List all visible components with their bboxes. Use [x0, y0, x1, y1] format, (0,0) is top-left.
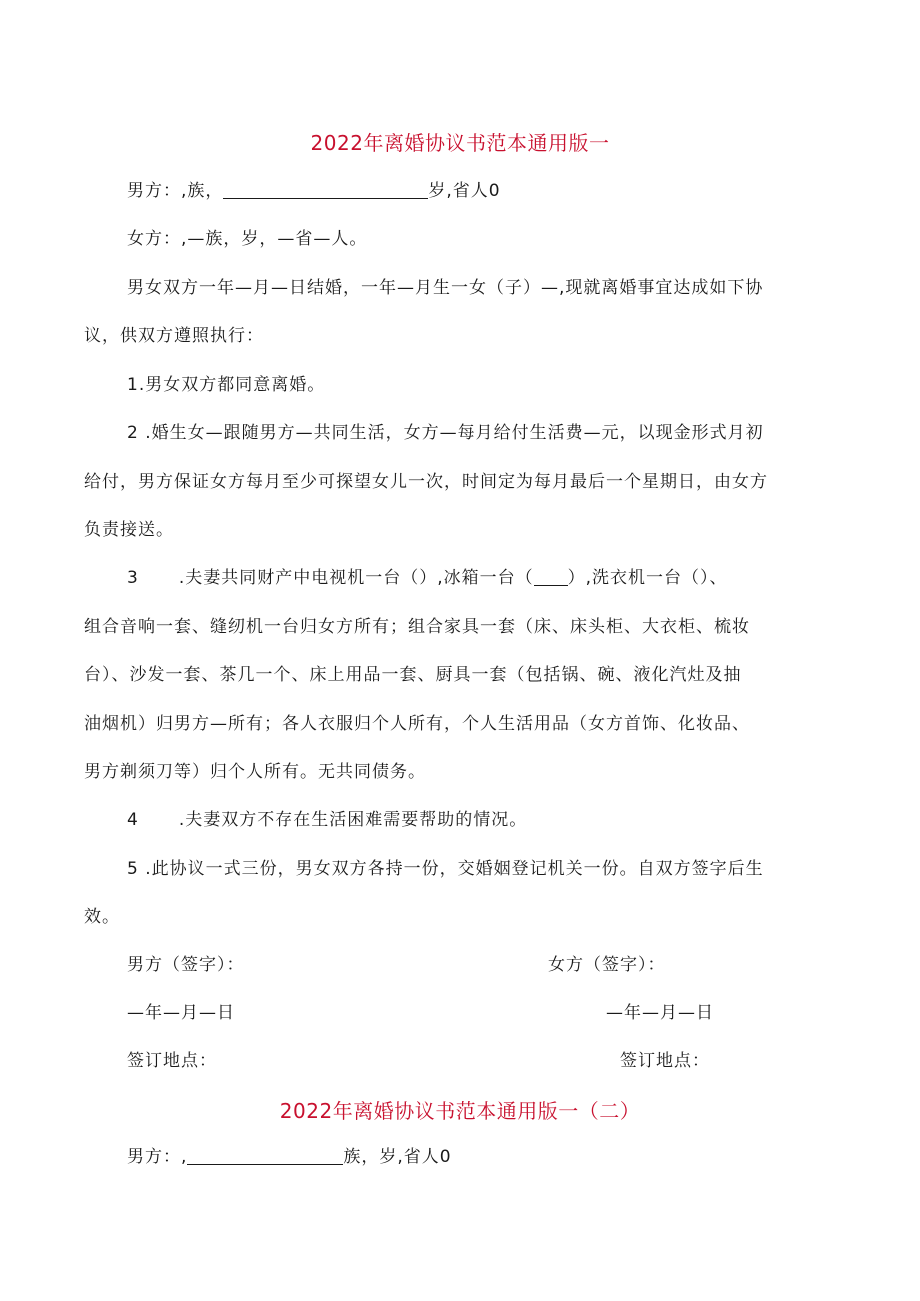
male-sign-date: —年—月—日: [127, 1003, 235, 1023]
clause-5-line-2: 效。: [84, 907, 120, 927]
clause-1: 1.男女双方都同意离婚。: [127, 375, 326, 395]
second-male-party-line: [127, 1142, 452, 1167]
clause-4: [127, 805, 527, 830]
clause-3-line-3: 台）、沙发一套、茶几一个、床上用品一套、厨具一套（包括锅、碗、液化汽灶及抽: [84, 665, 742, 685]
male-party-prefix: 男方：,族，: [127, 181, 224, 201]
male-party-line: [127, 176, 501, 201]
clause-3-number: 3: [127, 568, 139, 588]
clause-3-line-4: 油烟机）归男方—所有；各人衣服归个人所有，个人生活用品（女方首饰、化妆品、: [84, 714, 750, 734]
document-title: 2022年离婚协议书范本通用版一: [310, 131, 610, 155]
second-document-title: 2022年离婚协议书范本通用版一（二）: [279, 1099, 641, 1123]
clause-3-line-5: 男方剃须刀等）归个人所有。无共同债务。: [84, 762, 426, 782]
male-sign-place: 签订地点：: [127, 1051, 217, 1071]
clause-4-number: 4: [127, 810, 139, 830]
clause-3-line-2: 组合音响一套、缝纫机一台归女方所有；组合家具一套（床、床头柜、大衣柜、梳妆: [84, 617, 750, 637]
clause-3-text-b: ）,洗衣机一台（）、: [567, 568, 728, 588]
second-male-party-suffix: 族，岁,省人0: [343, 1147, 452, 1167]
clause-2-line-3: 负责接送。: [84, 520, 174, 540]
second-male-party-prefix: 男方：,: [127, 1147, 188, 1167]
female-signature-label: 女方（签字）：: [548, 955, 666, 975]
clause-2-line-1: 2 .婚生女—跟随男方—共同生活，女方—每月给付生活费—元，以现金形式月初: [127, 423, 764, 443]
male-party-suffix: 岁,省人0: [428, 181, 501, 201]
intro-line-1: 男女双方一年—月—日结婚，一年—月生一女（子）—,现就离婚事宜达成如下协: [127, 278, 764, 298]
clause-4-text: .夫妻双方不存在生活困难需要帮助的情况。: [178, 810, 528, 830]
fill-in-blank: [187, 1147, 343, 1165]
female-sign-place: 签订地点：: [620, 1051, 710, 1071]
fill-in-blank: [534, 568, 568, 586]
clause-3-line-1: [127, 563, 728, 588]
clause-2-line-2: 给付，男方保证女方每月至少可探望女儿一次，时间定为每月最后一个星期日，由女方: [84, 472, 768, 492]
female-party-line: 女方：,—族，岁，—省—人。: [127, 229, 368, 249]
fill-in-blank: [223, 181, 428, 199]
male-signature-label: 男方（签字）：: [127, 955, 245, 975]
intro-line-2: 议，供双方遵照执行：: [84, 326, 264, 346]
clause-5-line-1: 5 .此协议一式三份，男女双方各持一份，交婚姻登记机关一份。自双方签字后生: [127, 859, 764, 879]
female-sign-date: —年—月—日: [606, 1003, 714, 1023]
clause-3-text-a: .夫妻共同财产中电视机一台（）,冰箱一台（: [178, 568, 534, 588]
